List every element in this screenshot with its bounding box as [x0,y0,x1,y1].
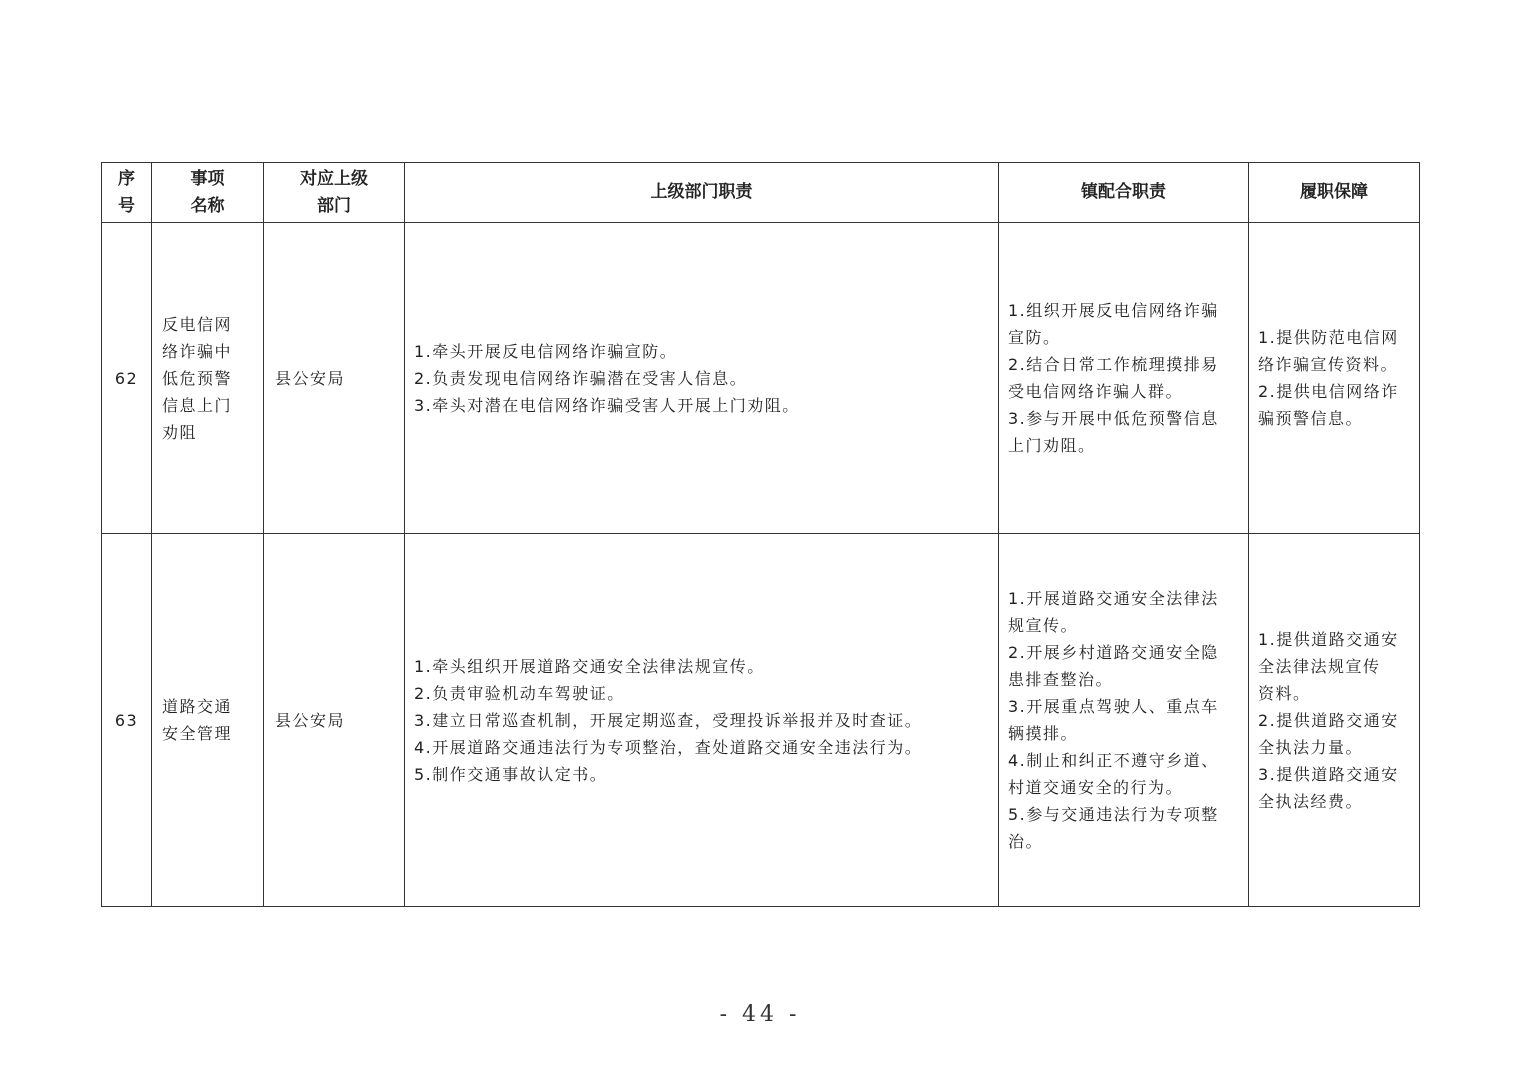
row-seq: 62 [102,223,152,534]
row-dept: 县公安局 [264,223,405,534]
header-guarantee: 履职保障 [1249,163,1420,223]
row-guarantee: 1.提供道路交通安 全法律法规宣传 资料。 2.提供道路交通安 全执法力量。 3.提供道路交通安 全执法经费。 [1249,534,1420,907]
row-item-name: 道路交通 安全管理 [152,534,264,907]
header-seq: 序 号 [102,163,152,223]
row-item-name: 反电信网 络诈骗中 低危预警 信息上门 劝阻 [152,223,264,534]
header-item-name: 事项 名称 [152,163,264,223]
table-row [102,534,1420,907]
row-upper-duties: 1.牵头开展反电信网络诈骗宣防。 2.负责发现电信网络诈骗潜在受害人信息。 3.牵头对潜在电信网络诈骗受害人开展上门劝阻。 [405,223,999,534]
header-upper-duties: 上级部门职责 [405,163,999,223]
row-dept: 县公安局 [264,534,405,907]
row-upper-duties: 1.牵头组织开展道路交通安全法律法规宣传。 2.负责审验机动车驾驶证。 3.建立日常巡查机制，开展定期巡查，受理投诉举报并及时查证。 4.开展道路交通违法行为专项整治，查处道路交通安全违法行为。 5.制作交通事故认定书。 [405,534,999,907]
row-guarantee: 1.提供防范电信网 络诈骗宣传资料。 2.提供电信网络诈 骗预警信息。 [1249,223,1420,534]
duties-table [101,162,1420,907]
page-number: - 44 - [719,1002,801,1027]
table-row [102,223,1420,534]
row-seq: 63 [102,534,152,907]
header-upper-dept: 对应上级 部门 [264,163,405,223]
header-town-duties: 镇配合职责 [999,163,1249,223]
table-header-row [102,163,1420,223]
row-town-duties: 1.开展道路交通安全法律法 规宣传。 2.开展乡村道路交通安全隐 患排查整治。 3.开展重点驾驶人、重点车 辆摸排。 4.制止和纠正不遵守乡道、 村道交通安全的行为。 5.参与交通违法行为专项整 治。 [999,534,1249,907]
row-town-duties: 1.组织开展反电信网络诈骗 宣防。 2.结合日常工作梳理摸排易 受电信网络诈骗人群。 3.参与开展中低危预警信息 上门劝阻。 [999,223,1249,534]
